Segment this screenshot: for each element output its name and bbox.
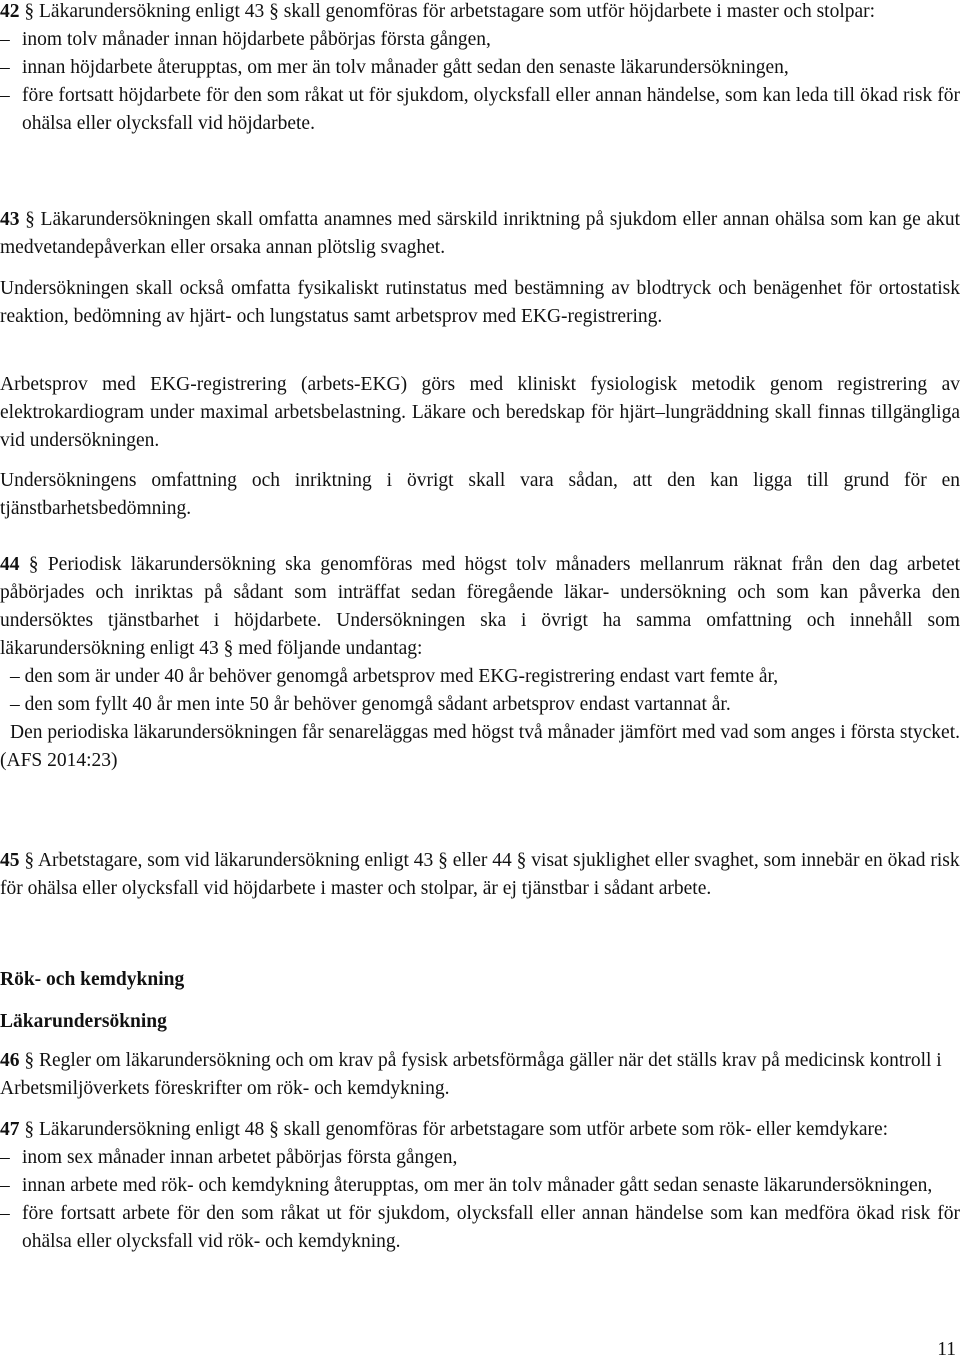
section-43-p4: Undersökningens omfattning och inriktning i övrigt skall vara sådan, att den kan ligga till grund för en tjänstbarhetsbedömning. [0,470,960,519]
dash-bullet: – [0,1147,10,1168]
paragraph-sign: § [25,209,35,230]
paragraph-sign: § [24,1119,35,1140]
section-43-p2: Undersökningen skall också omfatta fysikaliskt rutinstatus med bestämning av blodtryck och benägenhet för ortostatisk reaktion, bedömning av hjärt- och lungstatus samt arbetsprov med EKG-registrering. [0,278,960,327]
list-item [0,82,960,138]
section-43-p2-block [0,275,960,331]
paragraph-sign: § [24,1,35,22]
section-47 [0,1116,960,1256]
list-item-text: inom tolv månader innan höjdarbete påbörjas första gången, [22,29,491,50]
paragraph-sign: § [24,1050,35,1071]
section-number: 43 [0,209,20,230]
section-42 [0,0,960,138]
list-item-text: före fortsatt arbete för den som råkat ut för sjukdom, olycksfall eller annan händelse som kan medföra ökad risk för ohälsa eller olycksfall vid rök- och kemdykning. [22,1203,960,1252]
section-text: Läkarundersökningen skall omfatta anamnes med särskild inriktning på sjukdom eller annan ohälsa som kan ge akut medvetandepåverkan eller orsaka annan plötslig svaghet. [0,209,960,258]
section-number: 47 [0,1119,20,1140]
dash-bullet: – [0,85,10,106]
list-item-text: före fortsatt höjdarbete för den som råkat ut för sjukdom, olycksfall eller annan händelse, som kan leda till ökad risk för ohälsa eller olycksfall vid höjdarbete. [22,85,960,134]
heading-lakarundersokning: Läkarundersökning [0,1011,167,1032]
section-43-p4-block [0,467,960,523]
list-item [0,663,960,691]
section-42-intro [0,0,960,26]
section-44 [0,551,960,775]
list-item-text: den som fyllt 40 år men inte 50 år behöver genomgå sådant arbetsprov endast vartannat år. [24,694,731,715]
dash-bullet: – [0,1203,10,1224]
section-number: 42 [0,1,20,22]
section-45-text [0,847,960,903]
section-43 [0,206,960,262]
section-text: Periodisk läkarundersökning ska genomföras med högst tolv månaders mellanrum räknat från den dag arbetet påbörjades och inriktas på sådant som inträffat sedan föregående läkar- undersökning och som kan påverka den undersöktes tjänstbarhet i höjdarbete. Undersökningen ska i övrigt ha samma omfattning och innehåll som läkarundersökning enligt 43 § med följande undantag: [0,554,960,659]
list-item [0,54,960,82]
list-item [0,26,960,54]
section-number: 45 [0,850,20,871]
section-text: Läkarundersökning enligt 48 § skall genomföras för arbetstagare som utför arbete som rök- eller kemdykare: [39,1119,889,1140]
list-item-text: inom sex månader innan arbetet påbörjas första gången, [22,1147,458,1168]
section-46-text [0,1047,960,1103]
section-46 [0,1047,960,1103]
list-item [0,1144,960,1172]
list-item [0,691,960,719]
dash-bullet: – [0,1175,10,1196]
paragraph-sign: § [24,850,35,871]
dash-bullet: – [0,57,10,78]
section-text: Läkarundersökning enligt 43 § skall genomföras för arbetstagare som utför höjdarbete i master och stolpar: [39,1,876,22]
dash-bullet: – [10,666,20,687]
heading-rok-och-kemdykning: Rök- och kemdykning [0,969,185,990]
dash-bullet: – [0,29,10,50]
section-44-closing: Den periodiska läkarundersökningen får senareläggas med högst två månader jämfört med vad som anges i första stycket. (AFS 2014:23) [0,722,960,771]
list-item [0,1200,960,1256]
paragraph-sign: § [28,554,39,575]
section-43-p3: Arbetsprov med EKG-registrering (arbets-EKG) görs med kliniskt fysiologisk metodik genom registrering av elektrokardiogram under maximal arbetsbelastning. Läkare och beredskap för hjärt–lungräddning skall finnas tillgängliga vid undersökningen. [0,374,960,451]
page-number: 11 [937,1339,956,1360]
list-item-text: innan arbete med rök- och kemdykning återupptas, om mer än tolv månader gått sedan senaste läkarundersökningen, [22,1175,933,1196]
section-number: 44 [0,554,20,575]
list-item-text: innan höjdarbete återupptas, om mer än tolv månader gått sedan den senaste läkarundersökningen, [22,57,789,78]
section-text: Arbetstagare, som vid läkarundersökning enligt 43 § eller 44 § visat sjuklighet eller svaghet, som innebär en ökad risk för ohälsa eller olycksfall vid höjdarbete i master och stolpar, är ej tjänstbar i sådant arbete. [0,850,960,899]
section-text: Regler om läkarundersökning och om krav på fysisk arbetsförmåga gäller när det ställs krav på medicinsk kontroll i Arbetsmiljöverkets föreskrifter om rök- och kemdykning. [0,1050,942,1099]
list-item [0,1172,960,1200]
section-45 [0,847,960,903]
list-item-text: den som är under 40 år behöver genomgå arbetsprov med EKG-registrering endast vart femte år, [24,666,779,687]
section-43-p3-block [0,371,960,455]
section-47-intro [0,1116,960,1144]
section-44-intro [0,551,960,663]
dash-bullet: – [10,694,20,715]
section-number: 46 [0,1050,20,1071]
section-43-p1 [0,206,960,262]
